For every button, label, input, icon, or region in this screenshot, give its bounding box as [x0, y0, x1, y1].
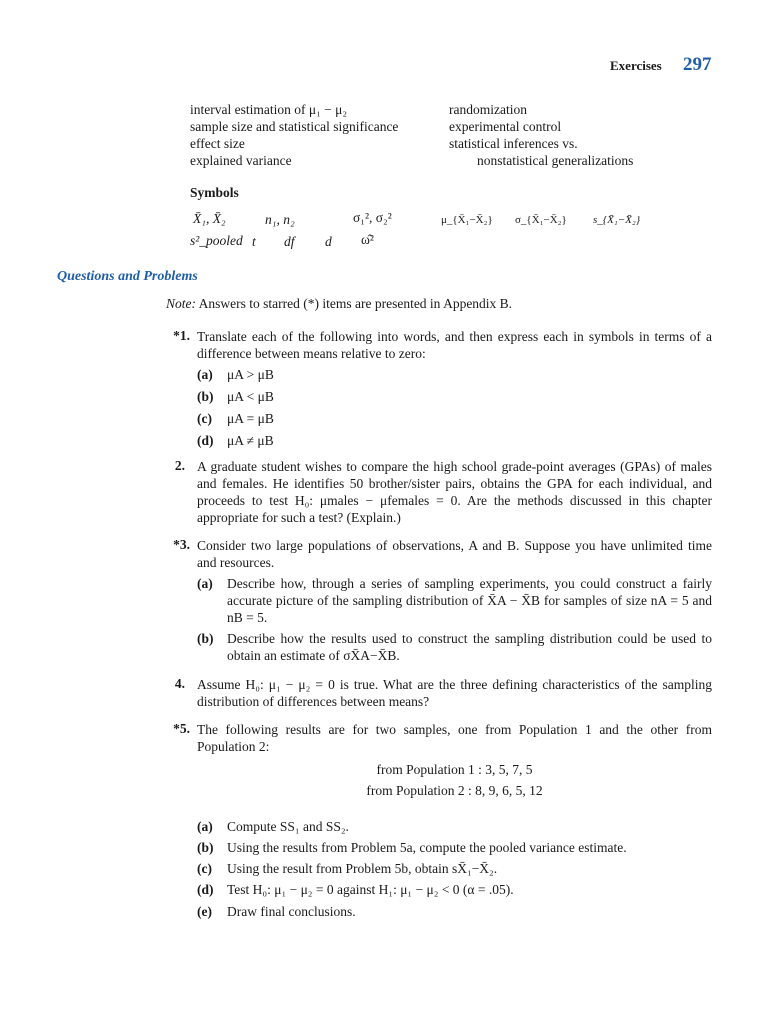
problem-3-number: *3. [173, 537, 190, 552]
symbols-heading: Symbols [190, 185, 239, 200]
problem-5e-label: (e) [197, 904, 212, 919]
term-left-3: effect size [190, 136, 245, 151]
term-right-2: experimental control [449, 119, 562, 134]
problem-5a-text: Compute SS₁ and SS₂. [227, 819, 349, 834]
problem-1d-label: (d) [197, 433, 214, 448]
problem-1c-text: μA = μB [227, 411, 274, 426]
problem-5b-label: (b) [197, 840, 214, 855]
symbol-n: n₁, n₂ [265, 212, 295, 227]
problem-5c-label: (c) [197, 861, 212, 876]
data-line-population-2: from Population 2 : 8, 9, 6, 5, 12 [366, 783, 543, 798]
symbol-mu-diff: μ_{X̄₁−X̄₂} [441, 214, 493, 226]
problem-5c-text: Using the result from Problem 5b, obtain sX̄₁−X̄₂. [227, 861, 498, 876]
symbol-d: d [325, 234, 332, 249]
problem-1b-label: (b) [197, 389, 214, 404]
problem-5d-text: Test H₀: μ₁ − μ₂ = 0 against H₁: μ₁ − μ₂ < 0 (α = .05). [227, 882, 514, 897]
term-left-2: sample size and statistical significance [190, 119, 399, 134]
problem-2-text: A graduate student wishes to compare the high school grade-point averages (GPAs) of males and females. He identifies 50 brother/sister pairs, obtains the GPA for each individual, and proceeds to test H₀: μmales − μfemales = 0. Are the methods discussed in this chapter appropriate for such a test? (Explain.) [197, 459, 712, 525]
symbol-xbar: X̄₁, X̄₂ [193, 211, 226, 226]
term-left-1: interval estimation of μ₁ − μ₂ [190, 102, 348, 117]
problem-4-text: Assume H₀: μ₁ − μ₂ = 0 is true. What are the three defining characteristics of the sampling distribution of differences between means? [197, 677, 712, 709]
symbol-sigma-diff: σ_{X̄₁−X̄₂} [515, 214, 567, 226]
problem-1-number: *1. [173, 328, 190, 343]
page-number: 297 [683, 54, 712, 75]
problem-2-number: 2. [174, 458, 185, 473]
note-prefix: Note: [166, 296, 196, 311]
problem-1-text: Translate each of the following into words, and then express each in symbols in terms of a difference between means relative to zero: [197, 329, 712, 361]
note-text: Answers to starred (*) items are presented in Appendix B. [198, 296, 513, 311]
problem-5a-label: (a) [197, 819, 213, 834]
running-header: Exercises [610, 58, 662, 73]
symbol-df: df [284, 234, 295, 249]
problem-5b-text: Using the results from Problem 5a, compute the pooled variance estimate. [227, 840, 627, 855]
note-line [166, 296, 512, 312]
term-right-1: randomization [449, 102, 527, 117]
symbol-omega-hat: ω̂² [361, 232, 374, 247]
term-right-4: nonstatistical generalizations [477, 153, 634, 168]
problem-5-number: *5. [173, 721, 190, 736]
symbol-sigma-sq: σ₁², σ₂² [353, 210, 392, 225]
problem-5-text: The following results are for two samples, one from Population 1 and the other from Population 2: [197, 722, 712, 754]
problem-1a-label: (a) [197, 367, 213, 382]
problem-5e-text: Draw final conclusions. [227, 904, 356, 919]
problem-4-number: 4. [174, 676, 185, 691]
problem-1d-text: μA ≠ μB [227, 433, 274, 448]
problem-3a-label: (a) [197, 576, 213, 591]
problem-1c-label: (c) [197, 411, 212, 426]
problem-3-text: Consider two large populations of observations, A and B. Suppose you have unlimited time and resources. [197, 538, 712, 570]
problem-3a-text: Describe how, through a series of sampling experiments, you could construct a fairly accurate picture of the sampling distribution of X̄A − X̄B for samples of size nA = 5 and nB = 5. [227, 576, 712, 625]
problem-3b-label: (b) [197, 631, 214, 646]
section-title: Questions and Problems [57, 269, 198, 284]
problem-3b-text: Describe how the results used to construct the sampling distribution could be used to obtain an estimate of σX̄A−X̄B. [227, 631, 712, 663]
symbol-s-diff: s_{X̄₁−X̄₂} [593, 214, 641, 226]
symbol-t: t [252, 234, 256, 249]
term-right-3: statistical inferences vs. [449, 136, 578, 151]
symbol-s-pooled: s²_pooled [190, 233, 243, 248]
problem-1a-text: μA > μB [227, 367, 274, 382]
problem-5d-label: (d) [197, 882, 214, 897]
problem-1b-text: μA < μB [227, 389, 274, 404]
term-left-4: explained variance [190, 153, 292, 168]
data-line-population-1: from Population 1 : 3, 5, 7, 5 [376, 762, 533, 777]
